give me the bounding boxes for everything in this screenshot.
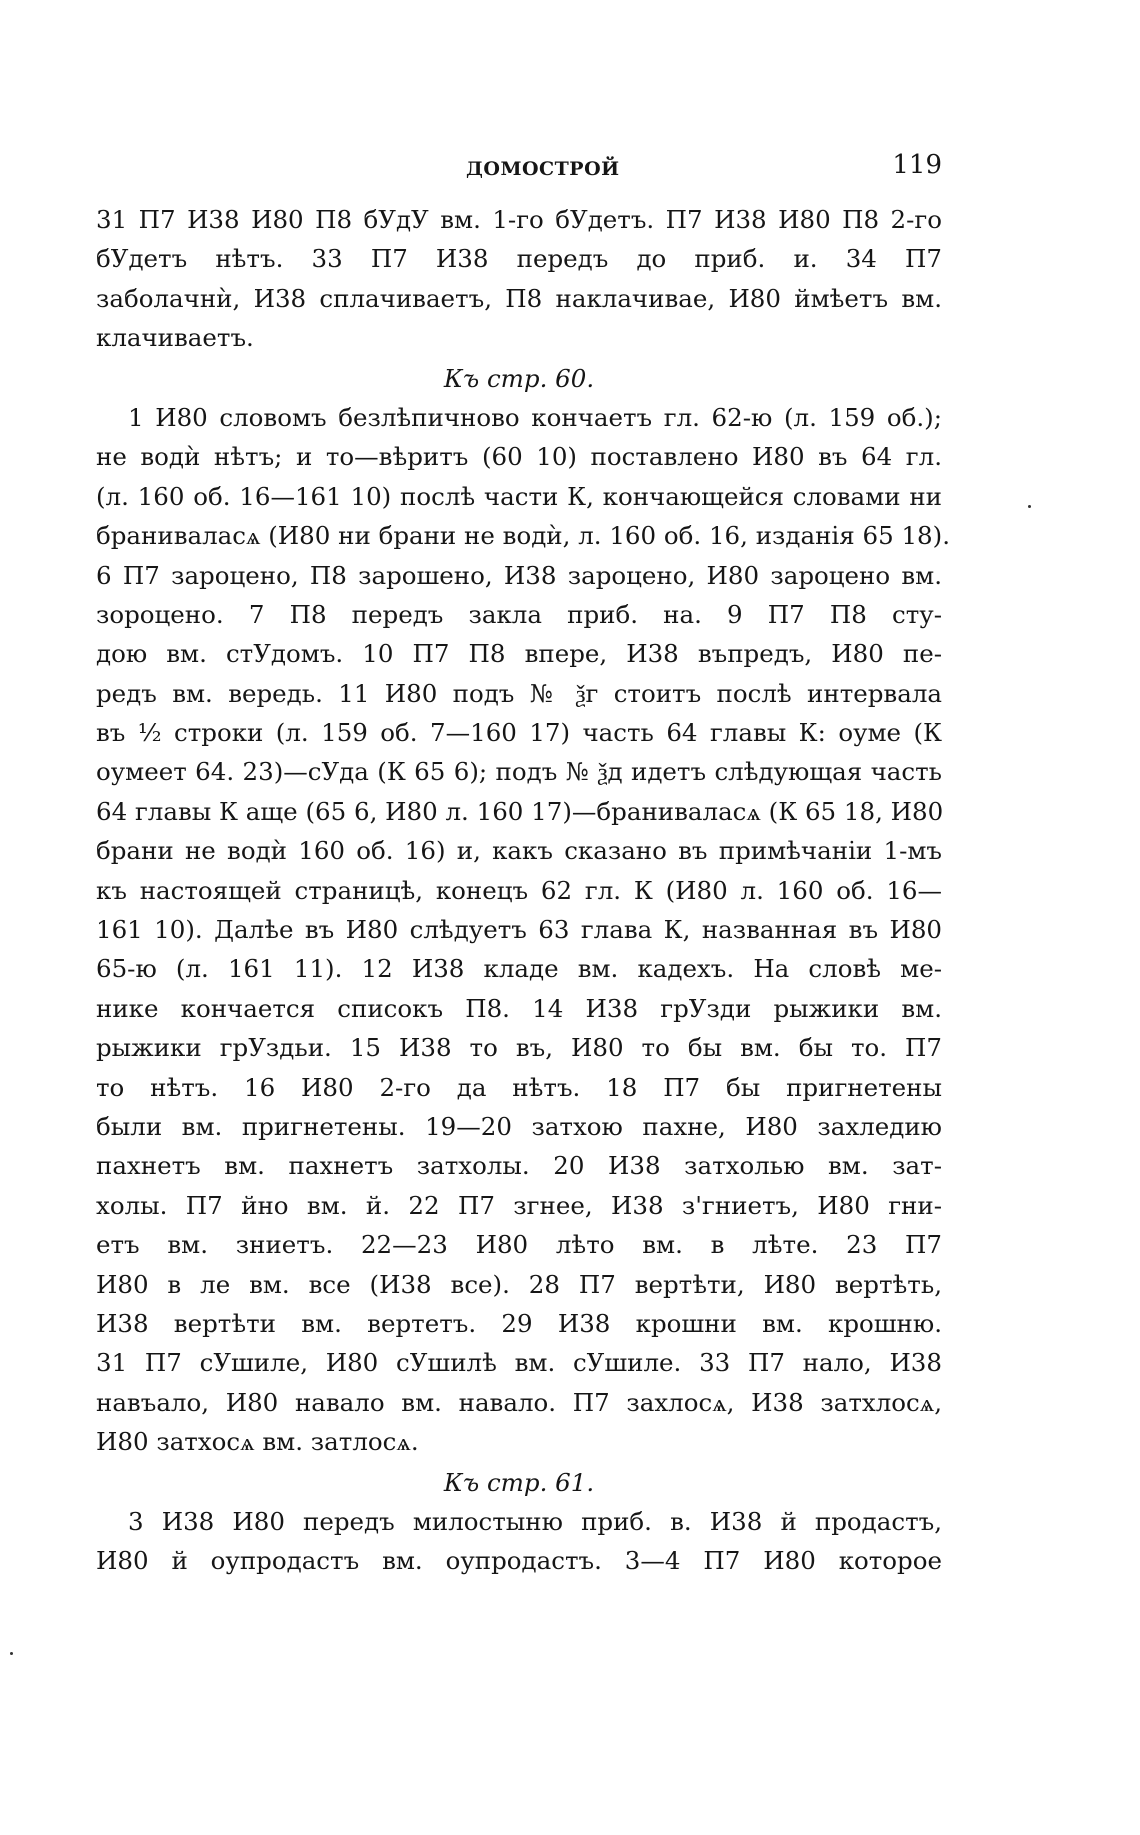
text-line: браниваласѧ (И80 ни брани не водѝ, л. 160 об. 16, изданія 65 18). bbox=[96, 521, 950, 551]
text-line: 161 10). Далѣе въ И80 слѣдуетъ 63 глава К, названная въ И80 bbox=[96, 915, 942, 945]
ink-speck bbox=[1028, 505, 1031, 508]
text-line: не водѝ нѣтъ; и то—вѣритъ (60 10) поставлено И80 въ 64 гл. bbox=[96, 442, 942, 472]
text-line: 31 П7 сУшиле, И80 сУшилѣ вм. сУшиле. 33 П7 нало, И38 bbox=[96, 1348, 942, 1378]
text-line: дою вм. стУдомъ. 10 П7 П8 впере, И38 въпредъ, И80 пе- bbox=[96, 639, 942, 669]
ink-speck bbox=[10, 1652, 13, 1655]
text-line: И80 в ле вм. все (И38 все). 28 П7 вертѣти, И80 вертѣть, bbox=[96, 1269, 942, 1299]
text-line: холы. П7 йно вм. й. 22 П7 згнее, И38 з'гниетъ, И80 гни- bbox=[96, 1190, 942, 1220]
text-line: къ настоящей страницѣ, конецъ 62 гл. К (И80 л. 160 об. 16— bbox=[96, 875, 942, 905]
text-line: 6 П7 зароцено, П8 зарошено, И38 зароцено, И80 зароцено вм. bbox=[96, 560, 942, 590]
text-line: были вм. пригнетены. 19—20 затхою пахне, И80 захледию bbox=[96, 1111, 942, 1141]
text-line: 3 И38 И80 передъ милостыню приб. в. И38 й продастъ, bbox=[128, 1506, 942, 1536]
text-line: зороцено. 7 П8 передъ закла приб. на. 9 П7 П8 сту- bbox=[96, 599, 942, 629]
body-text bbox=[96, 200, 950, 1581]
text-line: 65-ю (л. 161 11). 12 И38 кладе вм. кадехъ. На словѣ ме- bbox=[96, 954, 942, 984]
text-line: 64 главы К аще (65 6, И80 л. 160 17)—браниваласѧ (К 65 18, И80 bbox=[96, 796, 944, 826]
text-line: то нѣтъ. 16 И80 2-го да нѣтъ. 18 П7 бы пригнетены bbox=[96, 1072, 942, 1102]
text-line: пахнетъ вм. пахнетъ затхолы. 20 И38 затхолью вм. зат- bbox=[96, 1151, 942, 1181]
text-line: И80 затхосѧ вм. затлосѧ. bbox=[96, 1427, 419, 1457]
text-line: заболачнѝ, И38 сплачиваетъ, П8 наклачивае, И80 ймѣетъ вм. bbox=[96, 283, 942, 313]
text-line: И80 й оупродастъ вм. оупродастъ. 3—4 П7 И80 которое bbox=[96, 1546, 942, 1576]
text-line: нике кончается списокъ П8. 14 И38 грУзди рыжики вм. bbox=[96, 993, 942, 1023]
text-line: клачиваетъ. bbox=[96, 323, 254, 353]
text-line: навъало, И80 навало вм. навало. П7 захлосѧ, И38 затхлосѧ, bbox=[96, 1387, 942, 1417]
text-line: оумеет 64. 23)—сУда (К 65 6); подъ № ѯд идетъ слѣдующая часть bbox=[96, 757, 942, 787]
page-number: 119 bbox=[892, 150, 942, 180]
section-heading: Къ стр. 61. bbox=[443, 1467, 595, 1497]
text-line: въ ½ строки (л. 159 об. 7—160 17) часть 64 главы К: оуме (К bbox=[96, 718, 942, 748]
text-line: бУдетъ нѣтъ. 33 П7 И38 передъ до приб. и. 34 П7 bbox=[96, 244, 942, 274]
text-line: етъ вм. зниетъ. 22—23 И80 лѣто вм. в лѣте. 23 П7 bbox=[96, 1230, 942, 1260]
text-line: И38 вертѣти вм. вертетъ. 29 И38 крошни вм. крошню. bbox=[96, 1308, 942, 1338]
text-line: 1 И80 словомъ безлѣпичново кончаетъ гл. 62-ю (л. 159 об.); bbox=[128, 402, 942, 432]
running-head bbox=[96, 150, 942, 190]
text-line: редъ вм. вередь. 11 И80 подъ № ѯг стоитъ послѣ интервала bbox=[96, 678, 942, 708]
text-line: (л. 160 об. 16—161 10) послѣ части К, кончающейся словами ни bbox=[96, 481, 942, 511]
text-line: 31 П7 И38 И80 П8 бУдУ вм. 1-го бУдетъ. П7 И38 И80 П8 2-го bbox=[96, 205, 942, 234]
text-line: брани не водѝ 160 об. 16) и, какъ сказано въ примѣчаніи 1-мъ bbox=[96, 836, 942, 866]
running-title: ДОМОСТРОЙ bbox=[466, 158, 620, 180]
section-heading: Къ стр. 60. bbox=[443, 363, 595, 393]
text-line: рыжики грУздьи. 15 И38 то въ, И80 то бы вм. бы то. П7 bbox=[96, 1033, 942, 1063]
